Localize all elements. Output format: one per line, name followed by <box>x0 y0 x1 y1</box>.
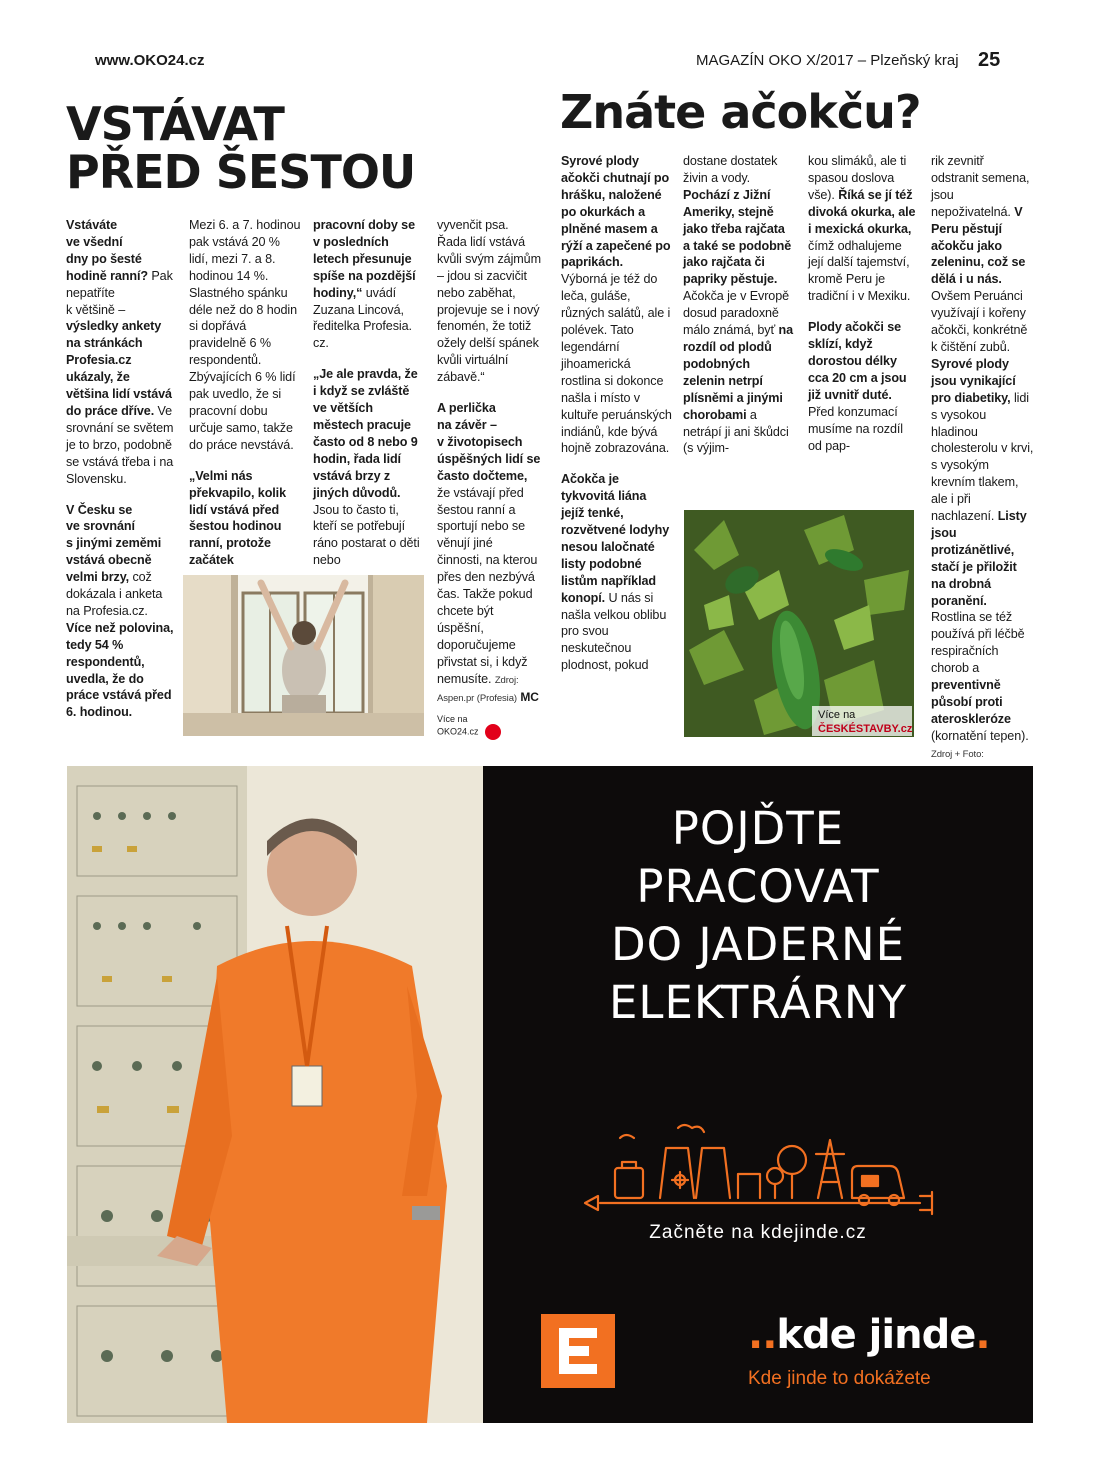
oko24-badge-line2: OKO24.cz <box>437 726 479 737</box>
control-room-illustration <box>67 766 483 1423</box>
leaf-icon <box>585 1196 598 1210</box>
oko-logo-icon <box>485 724 501 740</box>
brand-dots: .. <box>748 1312 777 1358</box>
ceskestavby-badge-line2: ČESKÉSTAVBY.cz <box>818 723 913 735</box>
signature-mc-left: MC <box>520 690 539 705</box>
cez-logo-icon <box>541 1314 615 1388</box>
ceskestavby-badge-line1: Více na <box>818 709 856 721</box>
article-title-acokca: Znáte ačokču? <box>560 85 921 139</box>
article-right-column-1: Syrové plody ačokči chutnají po hrášku, naložené po okurkách a plněné masem a rýží a zapečené po paprikách. Výborná je též do leča, guláše, různých salátů, ale i polévek. Tato legendární jihoamerická rostlina si dokonce našla i místo v kultuře peruánských indiánů, kde bývá hojně zobrazována. Ačokča je tykvovitá liána jejíž tenké, rozvětvené lodyhy nesou laločnaté listy podobné listům například konopí. U nás si našla velkou oblibu pro svou neskutečnou plodnost, pokud <box>561 154 672 673</box>
article-left-column-1: Vstáváte ve všední dny po šesté hodině ranní? Pak nepatříte k většině – výsledky ankety na stránkách Profesia.cz ukázaly, že většina lidí vstává do práce dříve. Ve srovnání se světem je to brzo, podobně se vstává třeba i na Slovensku. V Česku se ve srovnání s jinými zeměmi vstává obecně velmi brzy, což dokázala i anketa na Profesia.cz. Více než polovina, tedy 54 % respondentů, uvedla, že do práce vstává před 6. hodinou. <box>66 218 174 720</box>
plant-photo-illustration <box>684 510 914 737</box>
oko24-link-badge[interactable] <box>437 714 501 740</box>
title-line-2: PŘED ŠESTOU <box>66 145 416 200</box>
site-url[interactable]: www.OKO24.cz <box>95 52 205 69</box>
article-right-column-4: rik zevnitř odstranit semena, jsou nepoživatelná. V Peru pěstují ačokču jako zeleninu, což se dělá i u nás. Ovšem Peruánci využívají i kořeny ačokči, konkrétně k čištění zubů. Syrové plody jsou vynikající pro diabetiky, lidi s vysokou hladinou cholesterolu v krvi, s vysokým krevním tlakem, ale i při nachlazení. Listy jsou protizánětlivé, stačí je přiložit na drobná poranění. Rostlina se též používá při léčbě respiračních chorob a preventivně působí proti ateroskleróze (kornatění tepen). Zdroj + Foto: <box>931 153 1034 815</box>
bag-icon <box>615 1168 643 1198</box>
ad-headline-line1: POJĎTE <box>671 802 845 855</box>
ad-line-illustration <box>580 1118 940 1218</box>
article-left-column-3: pracovní doby se v posledních letech přesunuje spíše na pozdější hodiny,“ uvádí Zuzana Lincová, ředitelka Profesia. cz. „Je ale pravda, že i když se zvláště ve větších městech pracuje často od 8 nebo 9 hodin, řada lidí vstává brzy z jiných důvodů. Jsou to často ti, kteří se potřebují ráno postarat o děti nebo <box>313 218 420 568</box>
photo-woman-at-window <box>183 575 424 736</box>
tree-icon <box>778 1146 806 1174</box>
page-number: 25 <box>978 49 1001 71</box>
brand-end-dot: . <box>975 1312 990 1358</box>
ad-headline <box>483 800 1033 1032</box>
photo-acokca-plant <box>684 510 914 737</box>
oko24-badge-line1: Více na <box>437 714 468 724</box>
article-title-vstavat <box>66 97 486 200</box>
cooling-tower-icon <box>660 1148 694 1198</box>
article-left-column-4: vyvenčit psa. Řada lidí vstává kvůli svým zájmům – jdou si zacvičit nebo zaběhat, projevuje se i nový fenomén, že totiž ožely delší spánek kvůli virtuální zábavě.“ A perlička na závěr – v životopisech úspěšných lidí se často dočteme, že vstávají před šestou ranní a sportují nebo se věnují jiné činnosti, na kterou přes den nezbývá čas. Takže pokud chcete být úspěšní, doporučujeme přivstat si, i když nemusíte. Zdroj: Aspen.pr (Profesia) MC <box>437 218 541 705</box>
magazine-issue: MAGAZÍN OKO X/2017 – Plzeňský kraj <box>696 52 959 69</box>
brand-text: kde jinde <box>776 1312 976 1358</box>
pylon-icon <box>816 1140 844 1198</box>
cez-logo <box>541 1314 615 1388</box>
article-right-column-3: kou slimáků, ale ti spasou doslova vše). Říká se jí též divoká okurka, ale i mexická okurka, čímž odhalujeme její další tajemství, kromě Peru je tradiční i v Mexiku. Plody ačokči se sklízí, když dorostou délky cca 20 cm a jsou již uvnitř duté. Před konzumací musíme na rozdíl od pap- <box>808 154 916 453</box>
window-photo-illustration <box>183 575 424 736</box>
ad-photo-control-room-worker <box>67 766 483 1423</box>
plug-icon <box>920 1192 932 1214</box>
title-line-1: VSTÁVAT <box>66 97 284 151</box>
article-left-column-2: Mezi 6. a 7. hodinou pak vstává 20 % lidí, mezi 7. a 8. hodinou 14 %. Slastného spánku déle než do 8 hodin si dopřává pravidelně 6 % respondentů. Zbývajících 6 % lidí pak uvedlo, že si pracovní dobu určuje samo, takže do práce nevstává. „Velmi nás překvapilo, kolik lidí vstává před šestou hodinou ranní, protože začátek <box>189 218 301 568</box>
ad-brand-kde-jinde <box>748 1312 990 1358</box>
cloud-icon <box>678 1125 704 1132</box>
ad-slogan: Kde jinde to dokážete <box>748 1368 931 1389</box>
ad-headline-line3: DO JADERNÉ <box>610 918 906 971</box>
ad-cta-link[interactable]: Začněte na kdejinde.cz <box>649 1222 867 1243</box>
building-icon <box>738 1174 760 1198</box>
ad-headline-line4: ELEKTRÁRNY <box>608 976 908 1029</box>
ad-headline-line2: PRACOVAT <box>636 860 880 913</box>
article-right-column-2: dostane dostatek živin a vody. Pochází z Jižní Ameriky, stejně jako třeba rajčata a také se podobně jako rajčata či papriky pěstuje. Ačokča je v Evropě dosud paradoxně málo známá, byť na rozdíl od plodů podobných zelenin netrpí plísněmi a jinými chorobami a netrápí ji ani škůdci (s výjim- <box>683 154 794 456</box>
